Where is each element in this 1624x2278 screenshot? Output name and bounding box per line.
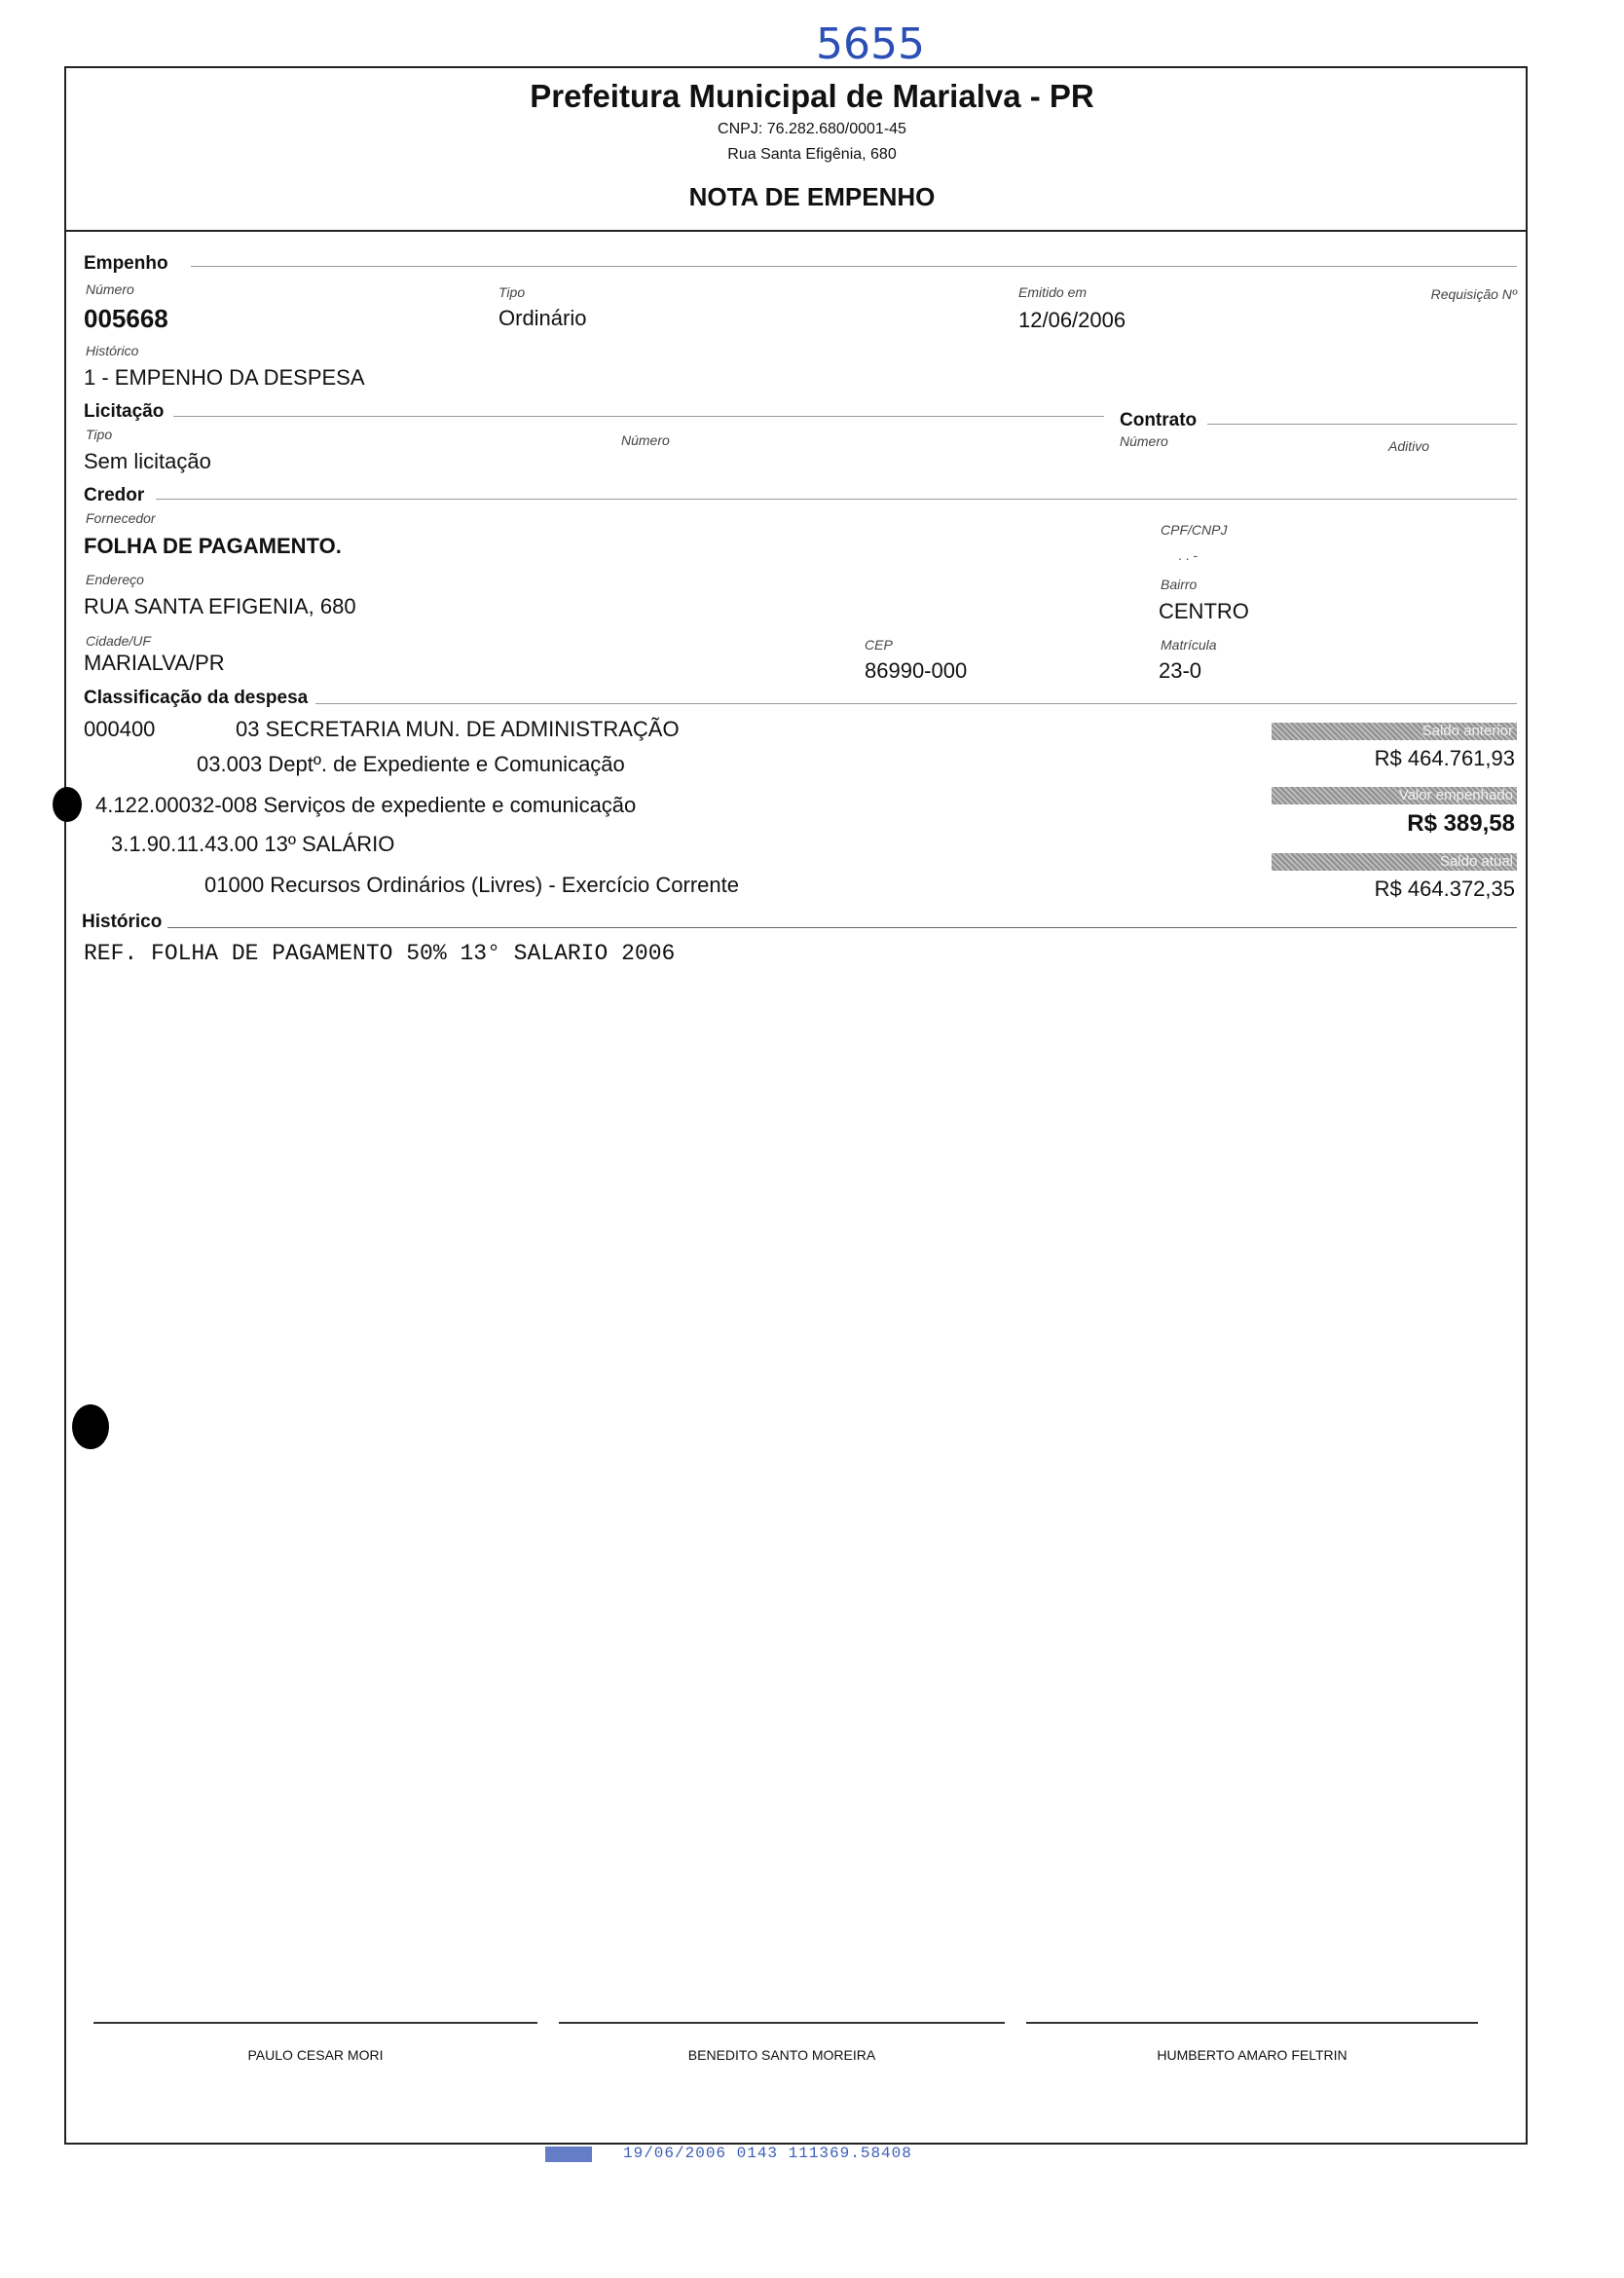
valor-empenhado-label: Valor empenhado [1398,787,1513,803]
licitacao-tipo-label: Tipo [86,427,113,442]
saldo-anterior-label: Saldo anterior [1421,723,1513,739]
bairro-label: Bairro [1161,577,1198,592]
saldo-anterior-bar [1272,723,1517,740]
licitacao-section-title: Licitação [84,401,165,422]
valor-empenhado-value: R$ 389,58 [1407,810,1515,837]
bairro-value: CENTRO [1159,599,1249,623]
cpf-cnpj-label: CPF/CNPJ [1161,522,1228,538]
licitacao-numero-label: Número [621,432,670,448]
signature-name-3: HUMBERTO AMARO FELTRIN [1157,2047,1347,2063]
stamp-mark [545,2147,592,2162]
contrato-numero-label: Número [1120,433,1168,449]
signature-line-3 [1026,2022,1478,2024]
emitido-label: Emitido em [1018,284,1088,300]
cidade-value: MARIALVA/PR [84,651,225,675]
empenho-section-title: Empenho [84,253,168,274]
fornecedor-name: FOLHA DE PAGAMENTO. [84,534,342,558]
handwritten-page-number: 5655 [816,19,925,69]
protocol-stamp: 19/06/2006 0143 111369.58408 [623,2145,912,2162]
punch-hole-bottom [72,1404,109,1449]
signature-name-1: PAULO CESAR MORI [247,2047,384,2063]
contrato-section-rule [1207,424,1517,425]
empenho-tipo-label: Tipo [498,284,526,300]
empenho-numero-label: Número [86,281,134,297]
matricula-label: Matrícula [1161,637,1217,653]
emitido-date: 12/06/2006 [1018,308,1126,332]
signature-line-2 [559,2022,1005,2024]
matricula-value: 23-0 [1159,658,1202,683]
empenho-historico: 1 - EMPENHO DA DESPESA [84,365,365,390]
classificacao-orgao-code: 000400 [84,717,156,741]
address-text: Rua Santa Efigênia, 680 [727,146,897,163]
classificacao-recurso: 01000 Recursos Ordinários (Livres) - Exercício Corrente [204,873,739,897]
contrato-aditivo-label: Aditivo [1388,438,1430,454]
cidade-label: Cidade/UF [86,633,151,649]
cpf-cnpj-value: . . - [1178,547,1199,563]
classificacao-section-title: Classificação da despesa [84,688,309,708]
contrato-section-title: Contrato [1120,410,1198,430]
signature-line-1 [93,2022,537,2024]
saldo-atual-value: R$ 464.372,35 [1374,877,1515,901]
empenho-tipo: Ordinário [498,306,587,330]
saldo-atual-bar [1272,853,1517,871]
fornecedor-label: Fornecedor [86,510,156,526]
credor-section-title: Credor [84,485,145,505]
historico-text: REF. FOLHA DE PAGAMENTO 50% 13° SALARIO 2006 [84,941,676,966]
empenho-historico-label: Histórico [86,343,139,358]
header-divider [64,230,1528,232]
requisicao-label: Requisição Nº [1430,286,1517,302]
empenho-section-rule [191,266,1517,267]
cnpj-text: CNPJ: 76.282.680/0001-45 [718,121,906,137]
endereco-label: Endereço [86,572,144,587]
classificacao-unidade: 03.003 Deptº. de Expediente e Comunicação [197,752,625,776]
cep-label: CEP [865,637,893,653]
licitacao-section-rule [173,416,1104,417]
classificacao-elemento: 3.1.90.11.43.00 13º SALÁRIO [111,832,395,856]
classificacao-section-rule [315,703,1517,704]
empenho-numero: 005668 [84,304,168,333]
punch-hole-top [53,787,82,822]
signature-name-2: BENEDITO SANTO MOREIRA [687,2047,876,2063]
endereco-value: RUA SANTA EFIGENIA, 680 [84,594,356,618]
classificacao-orgao-name: 03 SECRETARIA MUN. DE ADMINISTRAÇÃO [236,717,680,741]
saldo-anterior-value: R$ 464.761,93 [1374,746,1515,770]
historico-section-title: Histórico [82,912,163,932]
classificacao-funcional: 4.122.00032-008 Serviços de expediente e comunicação [95,793,637,817]
saldo-atual-label: Saldo atual [1439,853,1513,870]
document-title: NOTA DE EMPENHO [688,182,936,211]
historico-section-rule [167,927,1517,928]
municipality-title: Prefeitura Municipal de Marialva - PR [530,78,1094,114]
cep-value: 86990-000 [865,658,968,683]
credor-section-rule [156,499,1517,500]
valor-empenhado-bar [1272,787,1517,804]
licitacao-tipo: Sem licitação [84,449,211,473]
